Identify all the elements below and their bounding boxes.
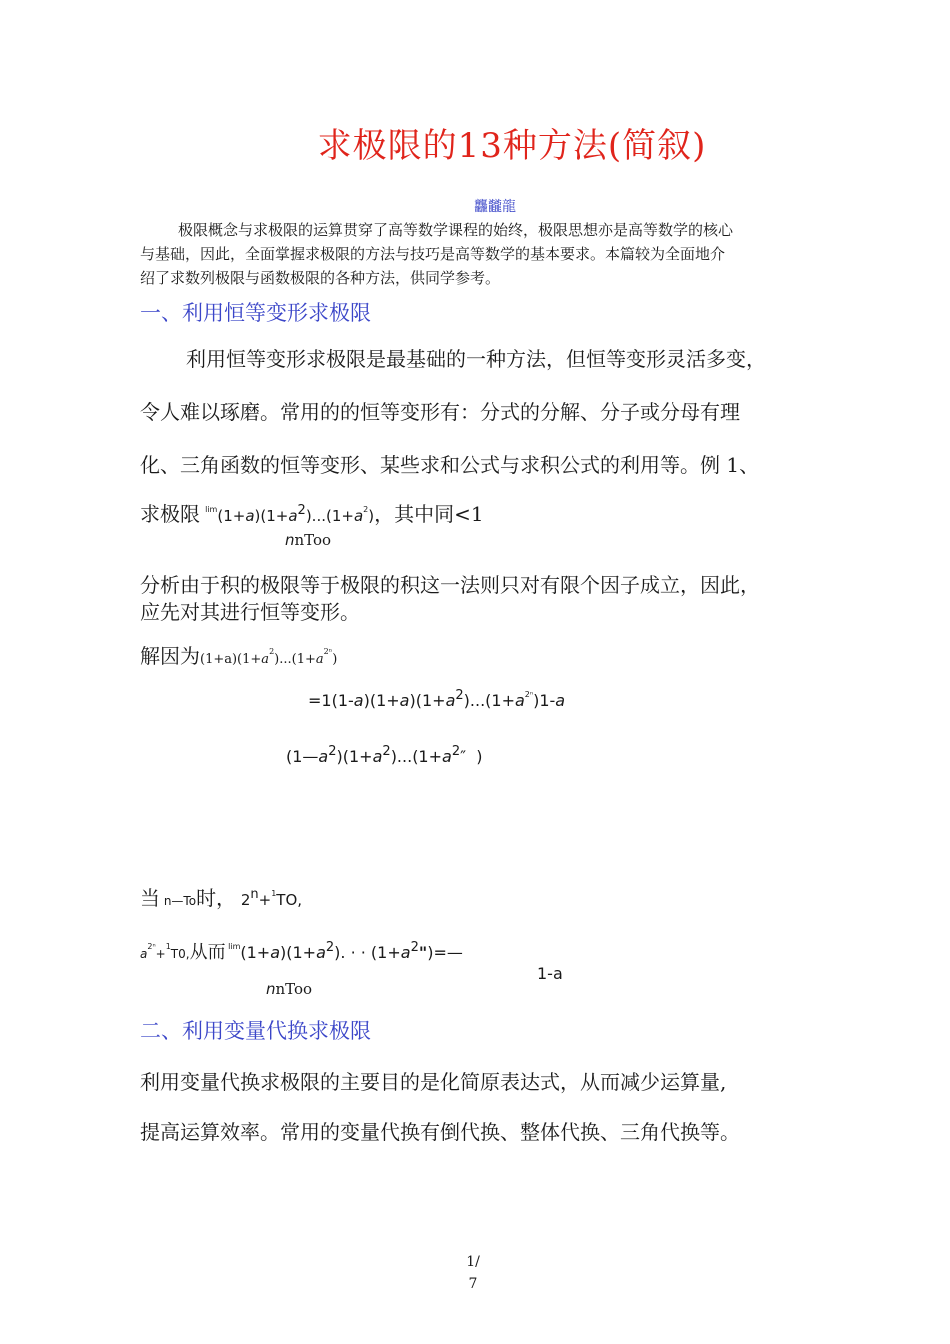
- n-to-infinity: n—To: [160, 894, 197, 908]
- limit-subscript: nnToo: [266, 980, 313, 998]
- paragraph-line: 化、三角函数的恒等变形、某些求和公式与求积公式的利用等。例 1、: [140, 453, 760, 477]
- solution-prefix: 解因为: [140, 644, 200, 668]
- analysis-line: 分析由于积的极限等于极限的积这一法则只对有限个因子成立，因此，: [140, 573, 760, 597]
- paragraph-line: 令人难以琢磨。常用的的恒等变形有：分式的分解、分子或分母有理: [140, 400, 740, 424]
- example-prefix: 求极限: [140, 502, 200, 526]
- power-expression: $2^n+^1TO$,: [236, 887, 303, 909]
- intro-line: 与基础，因此，全面掌握求极限的方法与技巧是高等数学的基本要求。本篇较为全面地介: [140, 245, 726, 263]
- paragraph-line: 提高运算效率。常用的变量代换有倒代换、整体代换、三角代换等。: [140, 1120, 740, 1144]
- when-prefix: 当: [140, 886, 160, 910]
- page-number-top: 1/: [466, 1254, 480, 1270]
- document-title: 求极限的13种方法(简叙): [317, 126, 707, 166]
- intro-line: 极限概念与求极限的运算贯穿了高等数学课程的始终，极限思想亦是高等数学的核心: [178, 221, 734, 239]
- limit-subscript: nnToo: [285, 531, 332, 549]
- result-line: [140, 938, 463, 964]
- solution-line: [140, 640, 337, 669]
- result-limit: $^{lim}(1+a)(1+a^2)$. · · $(1+a^2")=—$: [225, 940, 463, 962]
- author-name: 龘龖龍: [474, 199, 516, 215]
- example-suffix: ，其中同<1: [374, 502, 484, 526]
- paragraph-line: 利用变量代换求极限的主要目的是化简原表达式，从而减少运算量,: [140, 1070, 727, 1094]
- example-1-statement: [140, 498, 484, 527]
- paragraph-line: 利用恒等变形求极限是最基础的一种方法，但恒等变形灵活多变，: [186, 347, 766, 371]
- limit-expression: $^{lim}(1+a)(1+a^2)...(1+a^2)$: [205, 503, 375, 525]
- section-heading-2: 二、利用变量代换求极限: [140, 1019, 371, 1043]
- intro-line: 绍了求数列极限与函数极限的各种方法，供同学参考。: [140, 269, 501, 287]
- equation-line-2: $(1—a^2)(1+a^2)...(1+a^2''$ ): [286, 744, 483, 766]
- solution-product: $(1+a)(1+a^2)...(1+a^{2^n})$: [200, 647, 338, 667]
- result-prefix-math: $a^{2^n}+^1T0$,: [140, 942, 190, 961]
- when-mid: 时，: [196, 886, 237, 910]
- when-line: [140, 882, 302, 911]
- page-number-bottom: 7: [468, 1276, 478, 1292]
- section-heading-1: 一、利用恒等变形求极限: [140, 301, 371, 325]
- equation-line-1: $=1(1-a)(1+a)(1+a^2)...(1+a^{2^n})1-a$: [308, 688, 566, 710]
- from-text: 从而: [189, 942, 226, 963]
- analysis-line: 应先对其进行恒等变形。: [140, 600, 360, 624]
- result-denominator: 1-a: [537, 964, 563, 983]
